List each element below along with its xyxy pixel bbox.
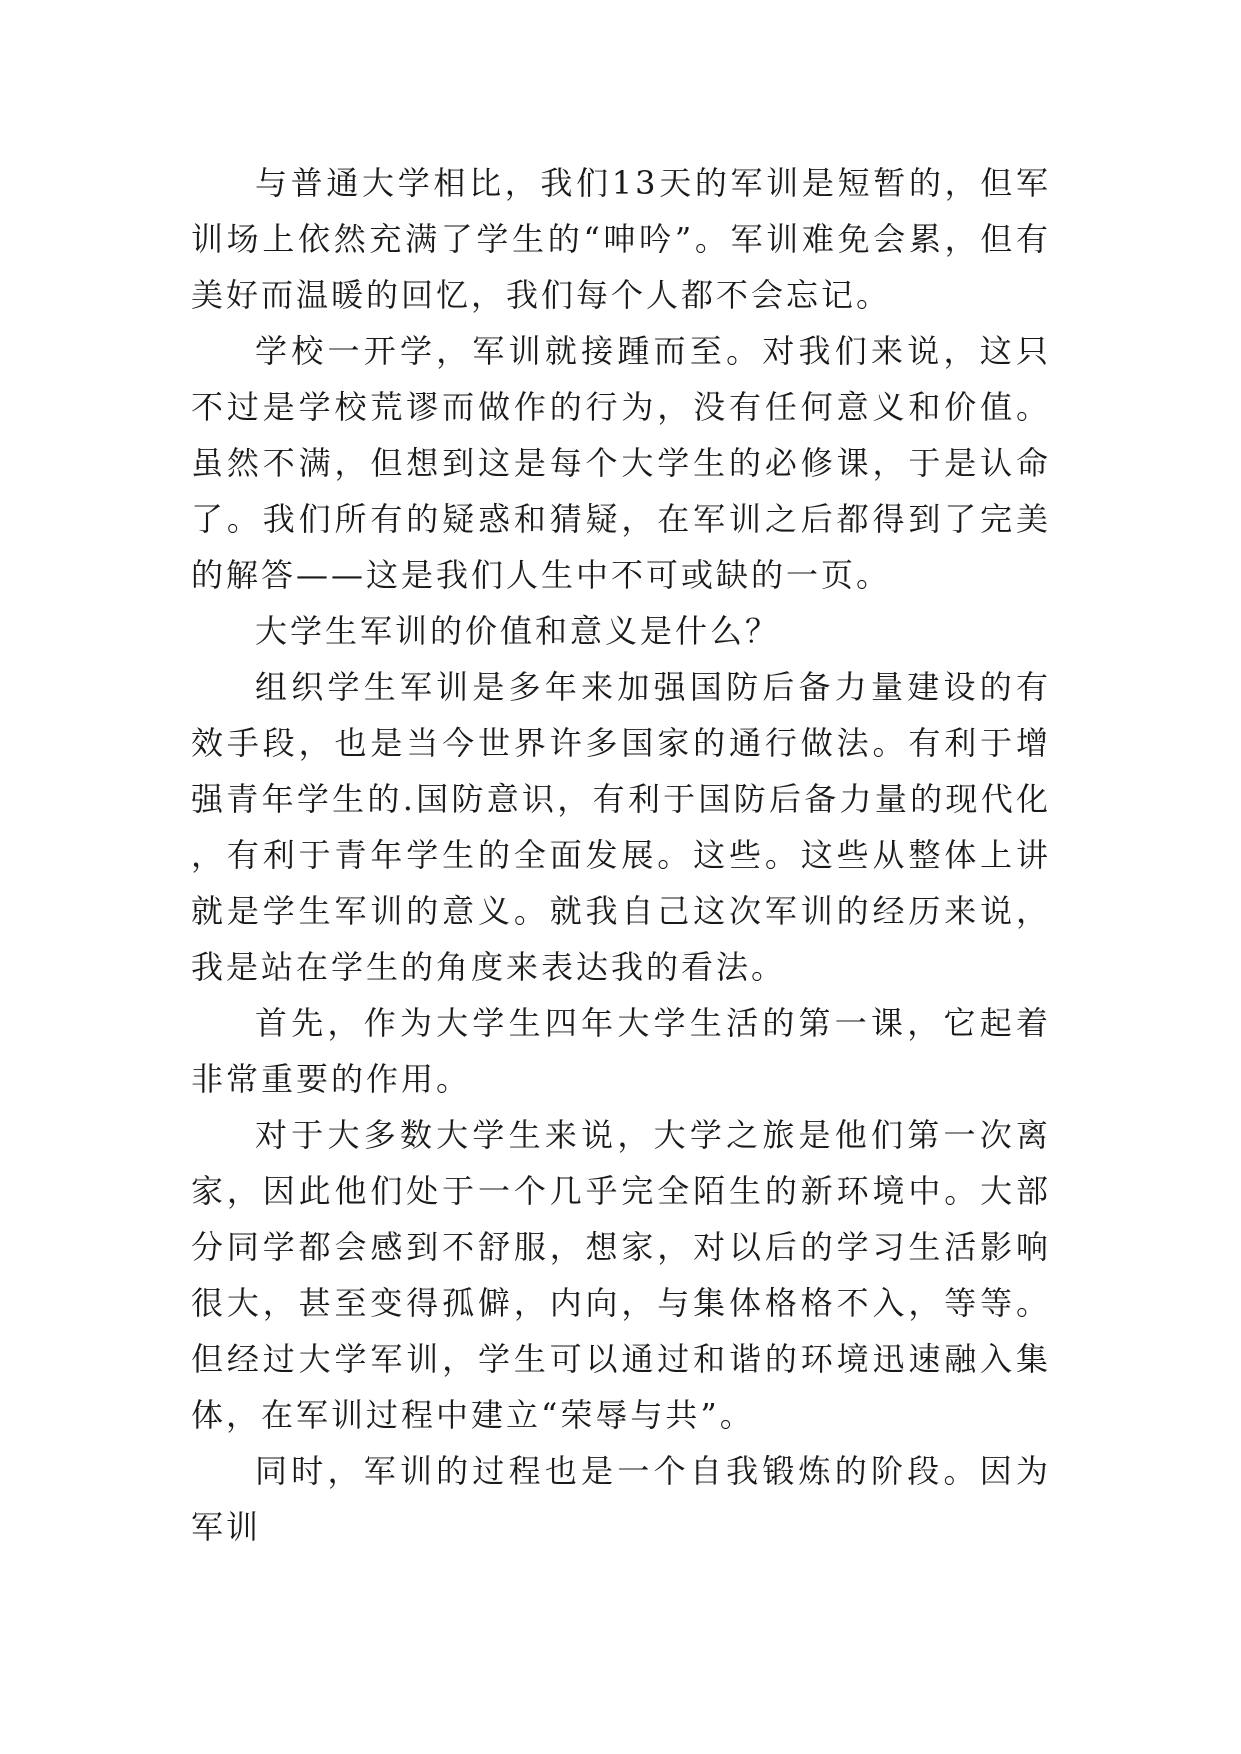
paragraph-first-point: 首先，作为大学生四年大学生活的第一课，它起着非常重要的作用。: [191, 1004, 1051, 1098]
document-body: [191, 155, 1051, 1555]
paragraph-leaving-home: 对于大多数大学生来说，大学之旅是他们第一次离家，因此他们处于一个几乎完全陌生的新环境中。大部分同学都会感到不舒服，想家，对以后的学习生活影响很大，甚至变得孤僻，内向，与集体格格不入，等等。但经过大学军训，学生可以通过和谐的环境迅速融入集体，在军训过程中建立“荣辱与共”。: [191, 1116, 1051, 1434]
paragraph-self-training: 同时，军训的过程也是一个自我锻炼的阶段。因为军训: [191, 1452, 1051, 1546]
paragraph-intro: 与普通大学相比，我们13天的军训是短暂的，但军训场上依然充满了学生的“呻吟”。军训难免会累，但有美好而温暖的回忆，我们每个人都不会忘记。: [191, 164, 1051, 314]
paragraph-school-start: 学校一开学，军训就接踵而至。对我们来说，这只不过是学校荒谬而做作的行为，没有任何意义和价值。虽然不满，但想到这是每个大学生的必修课，于是认命了。我们所有的疑惑和猜疑，在军训之后都得到了完美的解答——这是我们人生中不可或缺的一页。: [191, 332, 1051, 594]
paragraph-question: 大学生军训的价值和意义是什么？: [255, 612, 781, 650]
paragraph-significance: 组织学生军训是多年来加强国防后备力量建设的有效手段，也是当今世界许多国家的通行做法。有利于增强青年学生的.国防意识，有利于国防后备力量的现代化，有利于青年学生的全面发展。这些。这些从整体上讲就是学生军训的意义。就我自己这次军训的经历来说，我是站在学生的角度来表达我的看法。: [191, 668, 1051, 986]
